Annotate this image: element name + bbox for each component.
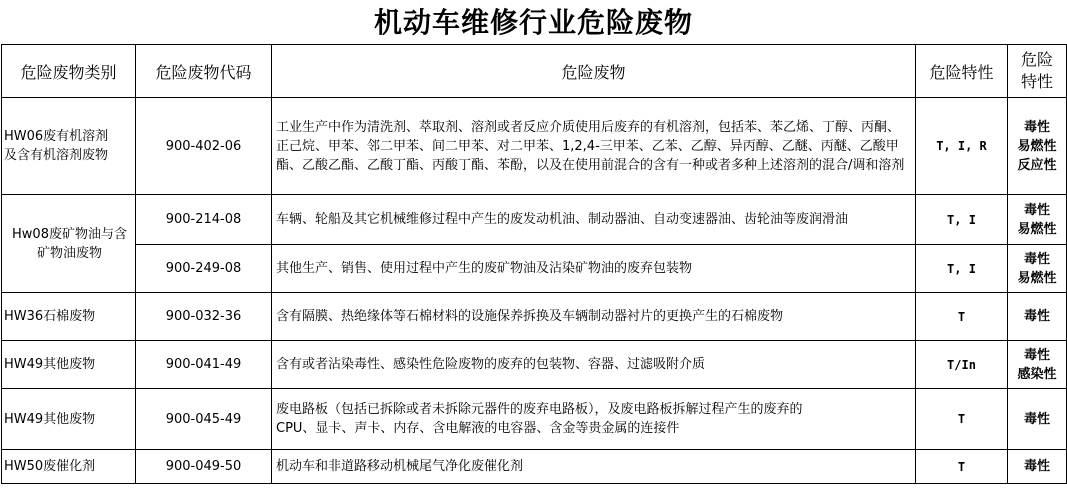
description-cell [272, 389, 916, 450]
description-cell: 其他生产、销售、使用过程中产生的废矿物油及沾染矿物油的废弃包装物 [272, 245, 916, 293]
hazardous-waste-table [1, 44, 1067, 484]
category-line2: 矿物油废物 [36, 245, 102, 261]
hazard-code-cell: T, I [916, 245, 1008, 293]
hazard-code-cell: T/In [916, 341, 1008, 389]
category-cell: HW49其他废物 [2, 389, 136, 450]
header-hazard-name-line1: 危险 [1020, 50, 1053, 69]
code-cell: 900-249-08 [136, 245, 272, 293]
description-cell: 车辆、轮船及其它机械维修过程中产生的废发动机油、制动器油、自动变速器油、齿轮油等废润滑油 [272, 195, 916, 245]
code-cell: 900-049-50 [136, 450, 272, 484]
hazard-code-cell: T, I, R [916, 98, 1008, 195]
code-cell: 900-041-49 [136, 341, 272, 389]
header-hazard-name-line2: 特性 [1020, 72, 1053, 91]
header-waste: 危险废物 [272, 45, 916, 98]
hazard-name-cell [1008, 98, 1067, 195]
hazard-name-line1: 毒性 [1023, 119, 1050, 135]
hazard-name-line2: 易燃性 [1017, 270, 1057, 286]
table-row [2, 389, 1067, 450]
header-hazard-name [1008, 45, 1067, 98]
category-line1: HW06废有机溶剂 [4, 129, 109, 144]
table-row [2, 450, 1067, 484]
category-cell [2, 195, 136, 293]
table-row [2, 341, 1067, 389]
page-title: 机动车维修行业危险废物 [373, 6, 693, 39]
description-cell: 含有隔膜、热绝缘体等石棉材料的设施保养拆换及车辆制动器衬片的更换产生的石棉废物 [272, 293, 916, 341]
hazard-code-cell: T [916, 389, 1008, 450]
hazard-name-line1: 毒性 [1023, 347, 1050, 363]
hazard-name-line3: 反应性 [1017, 157, 1057, 173]
description-cell: 含有或者沾染毒性、感染性危险废物的废弃的包装物、容器、过滤吸附介质 [272, 341, 916, 389]
category-cell: HW50废催化剂 [2, 450, 136, 484]
hazard-code-cell: T, I [916, 195, 1008, 245]
hazard-name-line2: 易燃性 [1017, 138, 1057, 154]
hazard-name-cell [1008, 245, 1067, 293]
category-line1: Hw08废矿物油与含 [12, 226, 127, 242]
hazard-name-cell: 毒性 [1008, 389, 1067, 450]
hazard-name-line1: 毒性 [1023, 202, 1050, 218]
table-row [2, 98, 1067, 195]
table-row [2, 293, 1067, 341]
hazard-code-cell: T [916, 293, 1008, 341]
code-cell: 900-045-49 [136, 389, 272, 450]
code-cell: 900-402-06 [136, 98, 272, 195]
category-cell [2, 98, 136, 195]
hazard-name-line1: 毒性 [1023, 251, 1050, 267]
description-line1: 废电路板（包括已拆除或者未拆除元器件的废弃电路板），及废电路板拆解过程产生的废弃的 [276, 402, 803, 417]
table-row [2, 245, 1067, 293]
header-code: 危险废物代码 [136, 45, 272, 98]
hazard-name-cell [1008, 195, 1067, 245]
category-cell: HW36石棉废物 [2, 293, 136, 341]
code-cell: 900-214-08 [136, 195, 272, 245]
hazard-name-cell [1008, 341, 1067, 389]
code-cell: 900-032-36 [136, 293, 272, 341]
category-cell: HW49其他废物 [2, 341, 136, 389]
category-line2: 及含有机溶剂废物 [4, 148, 109, 163]
hazard-name-line2: 易燃性 [1017, 221, 1057, 237]
hazard-name-cell: 毒性 [1008, 293, 1067, 341]
header-category: 危险废物类别 [2, 45, 136, 98]
header-hazard-code: 危险特性 [916, 45, 1008, 98]
table-row [2, 195, 1067, 245]
hazard-name-line2: 感染性 [1017, 366, 1057, 382]
description-line2: CPU、显卡、声卡、内存、含电解液的电容器、含金等贵金属的连接件 [276, 421, 680, 436]
hazard-name-cell: 毒性 [1008, 450, 1067, 484]
table-header-row [2, 45, 1067, 98]
description-cell: 工业生产中作为清洗剂、萃取剂、溶剂或者反应介质使用后废弃的有机溶剂，包括苯、苯乙烯、丁醇、丙酮、正己烷、甲苯、邻二甲苯、间二甲苯、对二甲苯、1,2,4-三甲苯、乙苯、乙醇、异丙醇、乙醚、丙醚、乙酸甲酯、乙酸乙酯、乙酸丁酯、丙酸丁酯、苯酚，以及在使用前混合的含有一种或者多种上述溶剂的混合/调和溶剂 [272, 98, 916, 195]
description-cell: 机动车和非道路移动机械尾气净化废催化剂 [272, 450, 916, 484]
hazard-code-cell: T [916, 450, 1008, 484]
